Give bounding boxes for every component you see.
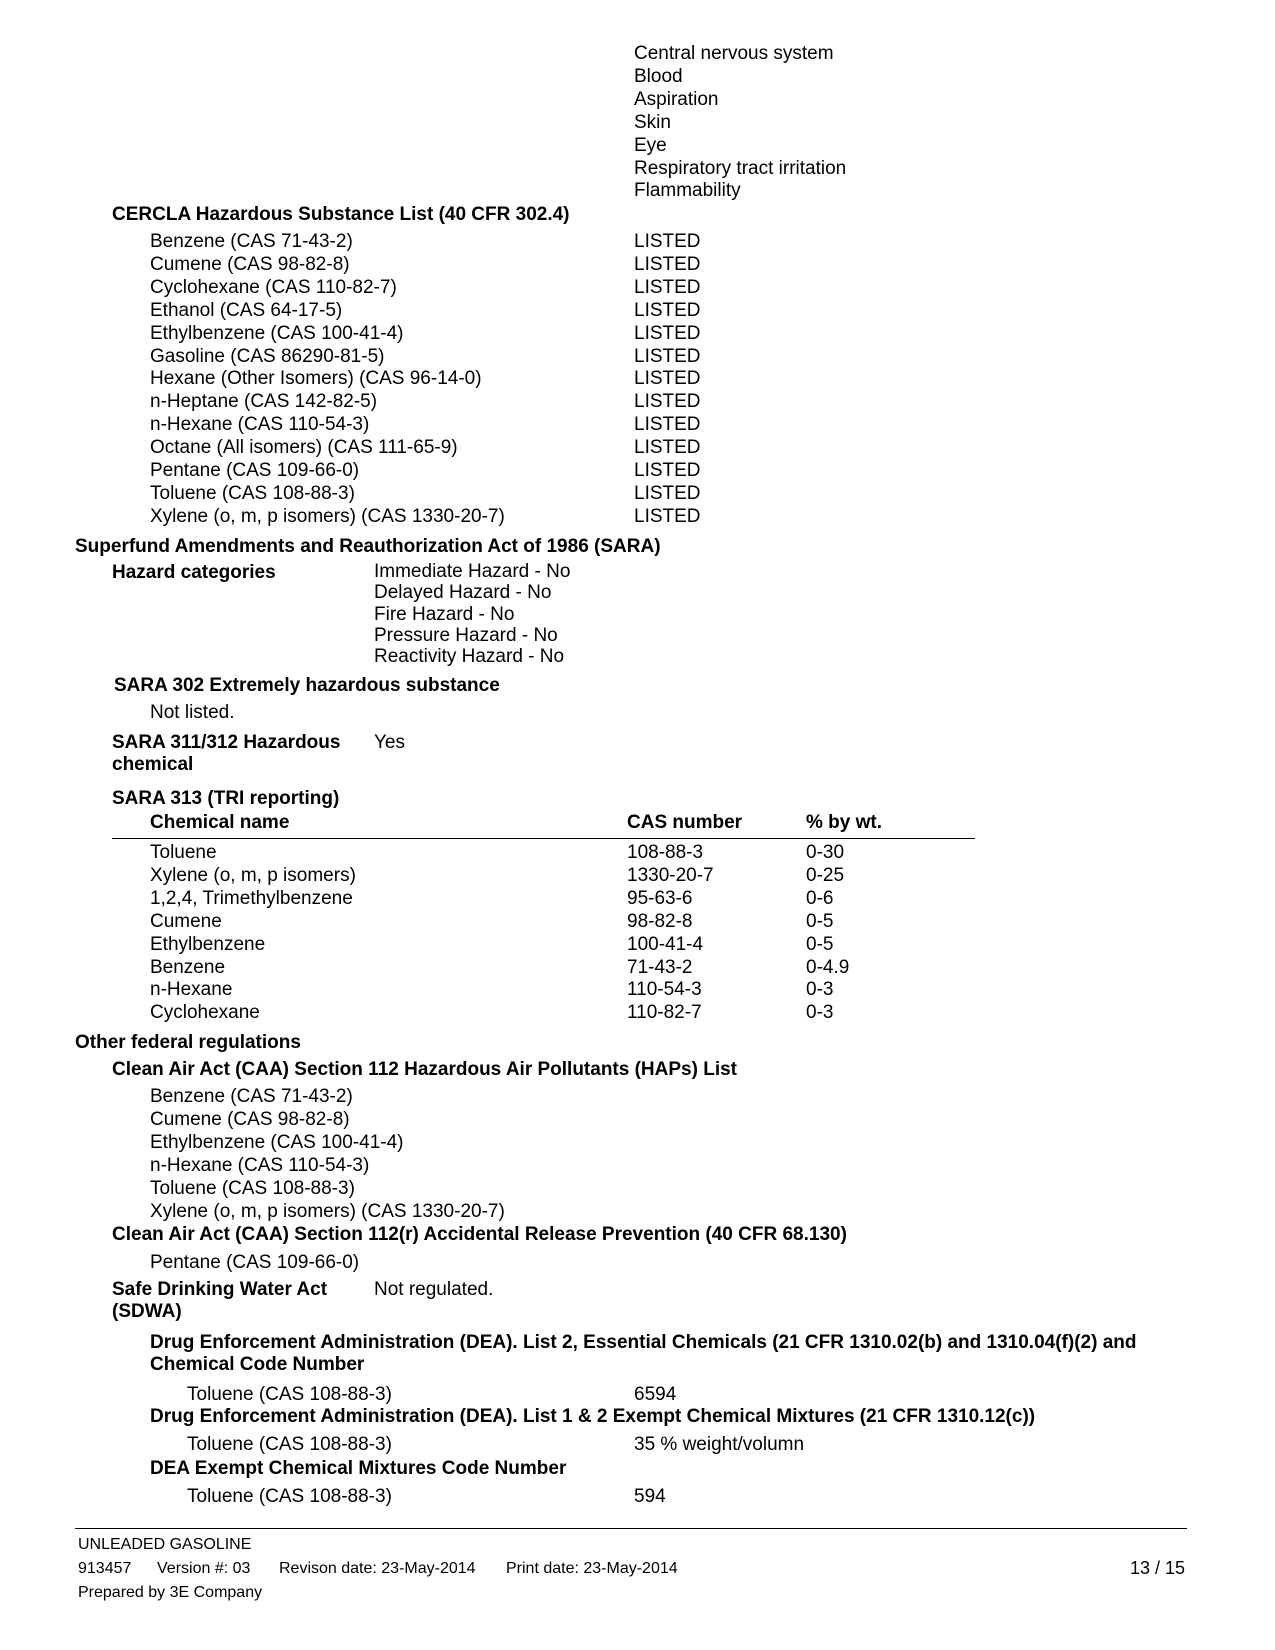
list-item: Central nervous system — [634, 43, 834, 64]
footer-prepared-by: Prepared by 3E Company — [78, 1584, 263, 1601]
status-value: LISTED — [634, 482, 701, 504]
dea-exempt-heading: Drug Enforcement Administration (DEA). List 1 & 2 Exempt Chemical Mixtures (21 CFR 1310.12(c)) — [150, 1406, 1036, 1427]
table-cell: 0-30 — [806, 842, 845, 863]
list-item: n-Hexane (CAS 110-54-3) — [150, 1154, 370, 1176]
table-row: Toluene — [150, 842, 217, 863]
list-item: Reactivity Hazard - No — [374, 646, 565, 668]
status-value: LISTED — [634, 505, 701, 527]
footer-divider — [75, 1528, 1187, 1529]
sdwa-value: Not regulated. — [374, 1279, 494, 1300]
cercla-names — [150, 231, 505, 529]
sara313-heading: SARA 313 (TRI reporting) — [112, 788, 340, 809]
caa112r-heading: Clean Air Act (CAA) Section 112(r) Accidental Release Prevention (40 CFR 68.130) — [112, 1224, 847, 1245]
table-cell: 0-5 — [806, 910, 834, 932]
status-value: LISTED — [634, 345, 701, 367]
list-item: Ethylbenzene (CAS 100-41-4) — [150, 1131, 404, 1153]
table-cell: 110-82-7 — [627, 1002, 702, 1024]
cercla-status — [634, 231, 701, 529]
sara302-heading: SARA 302 Extremely hazardous substance — [114, 675, 500, 696]
list-item: Toluene (CAS 108-88-3) — [150, 1177, 355, 1199]
sara311-label-line2: chemical — [112, 754, 194, 775]
caa112-list — [150, 1086, 505, 1223]
table-cell: 100-41-4 — [627, 933, 704, 955]
list-item: Immediate Hazard - No — [374, 561, 571, 582]
sara313-cas — [627, 842, 714, 1025]
sdwa-label — [112, 1279, 327, 1323]
status-value: LISTED — [634, 437, 701, 459]
table-row: Xylene (o, m, p isomers) (CAS 1330-20-7) — [150, 505, 505, 527]
list-item: Cumene (CAS 98-82-8) — [150, 1108, 350, 1130]
sara311-value: Yes — [374, 732, 405, 753]
footer-doc-id: 913457 — [78, 1560, 132, 1577]
caa112-heading: Clean Air Act (CAA) Section 112 Hazardous Air Pollutants (HAPs) List — [112, 1059, 737, 1080]
table-row: Cyclohexane (CAS 110-82-7) — [150, 276, 397, 298]
footer-product: UNLEADED GASOLINE — [78, 1536, 252, 1553]
dea-code-heading: DEA Exempt Chemical Mixtures Code Number — [150, 1458, 567, 1479]
caa112r-item: Pentane (CAS 109-66-0) — [150, 1252, 360, 1273]
dea-list2-value: 6594 — [634, 1384, 677, 1405]
list-item: Benzene (CAS 71-43-2) — [150, 1086, 353, 1107]
dea-code-value: 594 — [634, 1486, 666, 1507]
sara313-wt — [806, 842, 849, 1025]
table-row: 1,2,4, Trimethylbenzene — [150, 887, 353, 909]
list-item: Pressure Hazard - No — [374, 624, 558, 646]
list-item: Skin — [634, 111, 671, 133]
table-cell: 0-4.9 — [806, 956, 850, 978]
hazard-categories-values — [374, 561, 570, 667]
table-row: n-Heptane (CAS 142-82-5) — [150, 391, 378, 413]
table-row: Pentane (CAS 109-66-0) — [150, 460, 360, 482]
dea-list2-heading-line2: Chemical Code Number — [150, 1354, 365, 1375]
status-value: LISTED — [634, 391, 701, 413]
table-cell: 0-3 — [806, 1002, 834, 1024]
sara311-label — [112, 732, 340, 776]
column-header-chemical: Chemical name — [150, 812, 290, 833]
dea-code-name: Toluene (CAS 108-88-3) — [187, 1486, 392, 1507]
table-row: Ethanol (CAS 64-17-5) — [150, 299, 343, 321]
list-item: Xylene (o, m, p isomers) (CAS 1330-20-7) — [150, 1200, 505, 1222]
table-cell: 110-54-3 — [627, 979, 702, 1001]
status-value: LISTED — [634, 460, 701, 482]
table-row: Benzene — [150, 956, 226, 978]
table-cell: 71-43-2 — [627, 956, 693, 978]
status-value: LISTED — [634, 368, 701, 390]
column-header-cas: CAS number — [627, 812, 743, 833]
table-row: Toluene (CAS 108-88-3) — [150, 482, 355, 504]
sara302-value: Not listed. — [150, 702, 235, 723]
sara313-names — [150, 842, 356, 1025]
status-value: LISTED — [634, 322, 701, 344]
dea-list2-heading — [150, 1332, 1136, 1376]
cercla-heading: CERCLA Hazardous Substance List (40 CFR 302.4) — [112, 204, 570, 225]
dea-list2-name: Toluene (CAS 108-88-3) — [187, 1384, 392, 1405]
table-row: Ethylbenzene (CAS 100-41-4) — [150, 322, 404, 344]
footer-print-date: Print date: 23-May-2014 — [506, 1560, 678, 1577]
table-row: n-Hexane (CAS 110-54-3) — [150, 414, 370, 436]
table-row: Ethylbenzene — [150, 933, 266, 955]
hazard-categories-label: Hazard categories — [112, 562, 276, 583]
column-header-wt: % by wt. — [806, 812, 883, 833]
status-value: LISTED — [634, 299, 701, 321]
list-item: Aspiration — [634, 88, 719, 110]
table-row: Xylene (o, m, p isomers) — [150, 864, 356, 886]
status-value: LISTED — [634, 276, 701, 298]
list-item: Flammability — [634, 180, 741, 202]
table-cell: 1330-20-7 — [627, 864, 714, 886]
table-cell: 95-63-6 — [627, 887, 693, 909]
table-row: Cyclohexane — [150, 1002, 260, 1024]
dea-list2-heading-line1: Drug Enforcement Administration (DEA). List 2, Essential Chemicals (21 CFR 1310.02(b) and 1310.04(f)(2) and — [150, 1332, 1137, 1353]
table-cell: 0-5 — [806, 933, 834, 955]
table-cell: 108-88-3 — [627, 842, 704, 863]
sdwa-label-line2: (SDWA) — [112, 1301, 182, 1322]
table-header-divider — [112, 838, 975, 839]
target-organ-list — [634, 43, 846, 203]
table-cell: 0-3 — [806, 979, 834, 1001]
status-value: LISTED — [634, 231, 701, 252]
sara-heading: Superfund Amendments and Reauthorization Act of 1986 (SARA) — [75, 536, 661, 557]
table-row: Benzene (CAS 71-43-2) — [150, 231, 353, 252]
footer-page-number: 13 / 15 — [1130, 1558, 1186, 1578]
list-item: Blood — [634, 65, 683, 87]
footer-version: Version #: 03 — [157, 1560, 251, 1577]
table-row: Hexane (Other Isomers) (CAS 96-14-0) — [150, 368, 482, 390]
table-row: Cumene — [150, 910, 222, 932]
dea-exempt-name: Toluene (CAS 108-88-3) — [187, 1434, 392, 1455]
list-item: Respiratory tract irritation — [634, 157, 847, 179]
table-row: n-Hexane — [150, 979, 233, 1001]
table-row: Cumene (CAS 98-82-8) — [150, 253, 350, 275]
list-item: Fire Hazard - No — [374, 603, 515, 625]
table-cell: 98-82-8 — [627, 910, 693, 932]
table-cell: 0-6 — [806, 887, 834, 909]
table-row: Octane (All isomers) (CAS 111-65-9) — [150, 437, 458, 459]
list-item: Delayed Hazard - No — [374, 582, 552, 604]
list-item: Eye — [634, 134, 667, 156]
other-federal-heading: Other federal regulations — [75, 1032, 301, 1053]
status-value: LISTED — [634, 253, 701, 275]
sara311-label-line1: SARA 311/312 Hazardous — [112, 732, 341, 753]
sdwa-label-line1: Safe Drinking Water Act — [112, 1279, 328, 1300]
table-row: Gasoline (CAS 86290-81-5) — [150, 345, 385, 367]
status-value: LISTED — [634, 414, 701, 436]
table-cell: 0-25 — [806, 864, 845, 886]
footer-revision-date: Revison date: 23-May-2014 — [279, 1560, 476, 1577]
dea-exempt-value: 35 % weight/volumn — [634, 1434, 805, 1455]
